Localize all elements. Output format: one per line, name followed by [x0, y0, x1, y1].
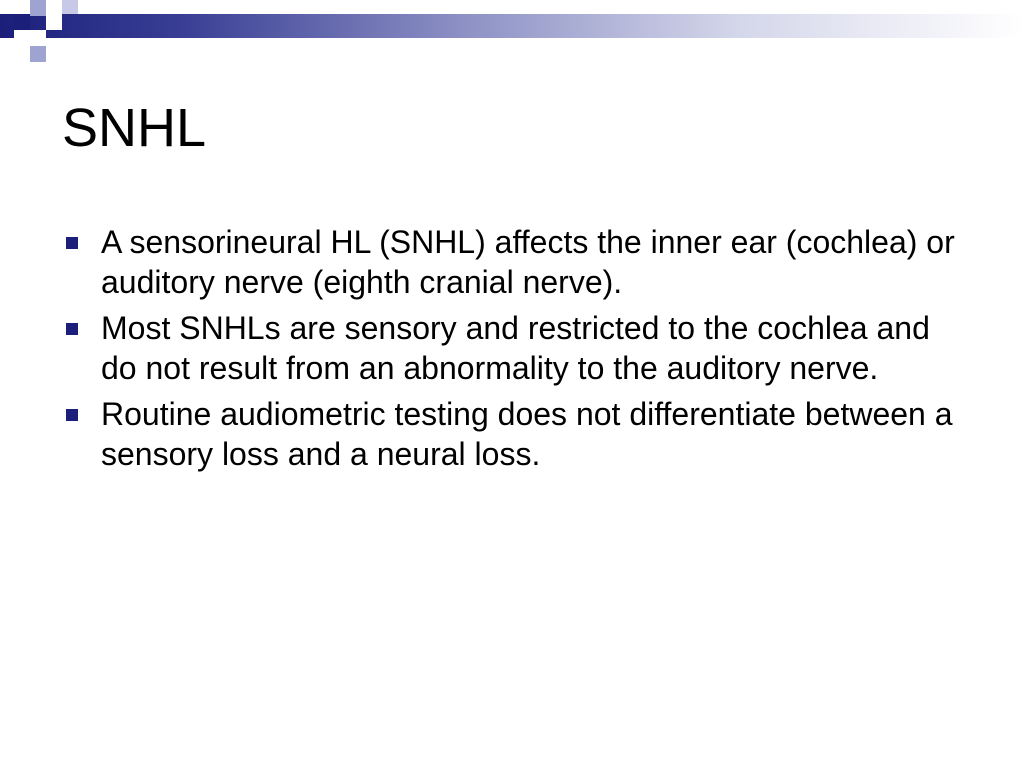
decor-square: [0, 0, 14, 14]
bullet-text: A sensorineural HL (SNHL) affects the inner ear (cochlea) or auditory nerve (eighth cranial nerve).: [101, 224, 955, 300]
square-bullet-icon: [66, 237, 78, 249]
bullet-text: Routine audiometric testing does not differentiate between a sensory loss and a neural loss.: [101, 396, 953, 472]
decor-square: [14, 14, 30, 30]
slide-title: SNHL: [62, 98, 207, 158]
decor-square: [46, 14, 62, 30]
square-bullet-icon: [66, 323, 78, 335]
header-gradient-bar: [0, 14, 1024, 38]
bullet-list: [62, 222, 962, 480]
bullet-text: Most SNHLs are sensory and restricted to the cochlea and do not result from an abnormality to the auditory nerve.: [101, 310, 930, 386]
decor-square: [30, 0, 46, 16]
bullet-item: [62, 222, 962, 302]
square-bullet-icon: [66, 409, 78, 421]
bullet-item: [62, 308, 962, 388]
decor-square: [14, 30, 30, 38]
decor-square: [30, 30, 46, 46]
decor-square: [30, 46, 46, 62]
bullet-item: [62, 394, 962, 474]
decor-square: [62, 0, 78, 14]
